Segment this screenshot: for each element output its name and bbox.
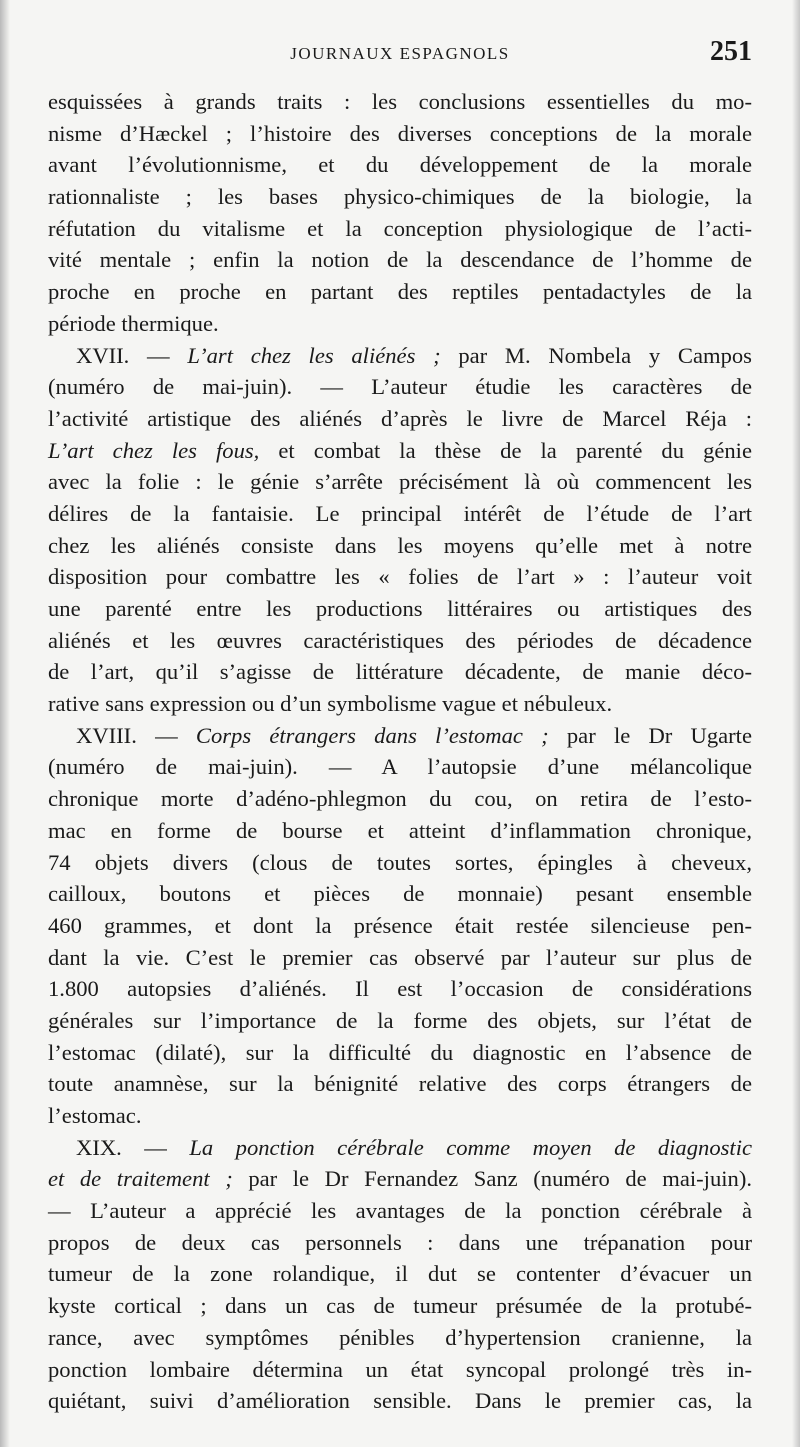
section-heading-line — [48, 1132, 752, 1164]
text-line: aliénés et les œuvres caractéristiques des périodes de décadence — [48, 627, 752, 653]
text-line: rance, avec symptômes pénibles d’hypertension cranienne, la — [48, 1324, 752, 1350]
text-line: esquissées à grands traits : les conclusions essentielles du mo- — [48, 89, 752, 114]
text-line: cailloux, boutons et pièces de monnaie) pesant ensemble — [48, 881, 752, 907]
article-title-continued: et de traitement ; — [48, 1166, 233, 1192]
text-line: rative sans expression ou d’un symbolisme vague et nébuleux. — [48, 691, 613, 717]
article-title: Corps étrangers dans l’estomac ; — [195, 722, 549, 748]
section-number-xix: XIX. — — [76, 1134, 190, 1160]
text-line: kyste cortical ; dans un cas de tumeur présumée de la protubé- — [48, 1293, 752, 1319]
text-line: une parenté entre les productions littéraires ou artistiques des — [48, 596, 752, 621]
text-line: 460 grammes, et dont la présence était restée silencieuse pen- — [48, 912, 752, 938]
text-line: générales sur l’importance de la forme des objets, sur l’état de — [48, 1007, 752, 1033]
text-line: toute anamnèse, sur la bénignité relative des corps étrangers de — [48, 1071, 752, 1097]
text-line: l’estomac (dilaté), sur la difficulté du diagnostic en l’absence de — [48, 1039, 752, 1065]
text-line: disposition pour combattre les « folies de l’art » : l’auteur voit — [48, 564, 752, 590]
text-line: (numéro de mai-juin). — L’auteur étudie les caractères de — [48, 374, 752, 400]
text-line: l’estomac. — [48, 1103, 142, 1128]
text-line: période thermique. — [48, 310, 219, 336]
page-number: 251 — [710, 36, 752, 67]
text-line: 74 objets divers (clous de toutes sortes, épingles à cheveux, — [48, 849, 752, 875]
section-number-xvii: XVII. — — [76, 342, 188, 368]
body-text — [48, 86, 752, 1417]
text-line: 1.800 autopsies d’aliénés. Il est l’occasion de considérations — [48, 976, 752, 1002]
text-line: réfutation du vitalisme et la conception physiologique de l’acti- — [48, 215, 752, 241]
author-line: par le Dr Fernandez Sanz (numéro de mai-juin). — [232, 1166, 752, 1192]
running-header — [48, 36, 752, 76]
text-line: ponction lombaire détermina un état syncopal prolongé très in- — [48, 1356, 752, 1382]
text-line: proche en proche en partant des reptiles pentadactyles de la — [48, 279, 752, 305]
text-line: l’activité artistique des aliénés d’après le livre de Marcel Réja : — [48, 405, 752, 431]
text-line: tumeur de la zone rolandique, il dut se contenter d’évacuer un — [48, 1261, 752, 1287]
text-line: chronique morte d’adéno-phlegmon du cou, on retira de l’esto- — [48, 786, 752, 812]
article-title: L’art chez les aliénés ; — [187, 342, 441, 368]
text-line: de l’art, qu’il s’agisse de littérature décadente, de manie déco- — [48, 659, 752, 685]
text-line: vité mentale ; enfin la notion de la descendance de l’homme de — [48, 247, 752, 273]
text-line: — L’auteur a apprécié les avantages de la ponction cérébrale à — [48, 1198, 752, 1224]
text-line: dant la vie. C’est le premier cas observé par l’auteur sur plus de — [48, 944, 752, 970]
text-line: rationnaliste ; les bases physico-chimiques de la biologie, la — [48, 184, 752, 210]
text-line — [48, 435, 752, 467]
section-heading-line — [48, 340, 752, 372]
text-line: mac en forme de bourse et atteint d’inflammation chronique, — [48, 817, 752, 843]
text-line: quiétant, suivi d’amélioration sensible. Dans le premier cas, la — [48, 1388, 752, 1414]
book-title: L’art chez les fous, — [48, 437, 260, 463]
text-line: délires de la fantaisie. Le principal intérêt de l’étude de l’art — [48, 500, 752, 526]
running-title: JOURNAUX ESPAGNOLS — [290, 44, 510, 63]
author-line: par M. Nombela y Campos — [440, 342, 752, 368]
section-number-xviii: XVIII. — — [76, 722, 196, 748]
text-line: avec la folie : le génie s’arrête précisément là où commencent les — [48, 469, 752, 495]
text-line: chez les aliénés consiste dans les moyens qu’elle met à notre — [48, 532, 752, 558]
text-line: nisme d’Hæckel ; l’histoire des diverses conceptions de la morale — [48, 120, 752, 146]
text-line: avant l’évolutionnisme, et du développement de la morale — [48, 152, 752, 178]
author-line: par le Dr Ugarte — [548, 722, 752, 748]
article-title: La ponction cérébrale comme moyen de diagnostic — [189, 1134, 752, 1160]
text-line: propos de deux cas personnels : dans une trépanation pour — [48, 1229, 752, 1255]
section-heading-line — [48, 720, 752, 752]
text-line — [48, 1163, 752, 1195]
text-fragment: et combat la thèse de la parenté du génie — [259, 437, 752, 463]
text-line: (numéro de mai-juin). — A l’autopsie d’une mélancolique — [48, 754, 752, 780]
